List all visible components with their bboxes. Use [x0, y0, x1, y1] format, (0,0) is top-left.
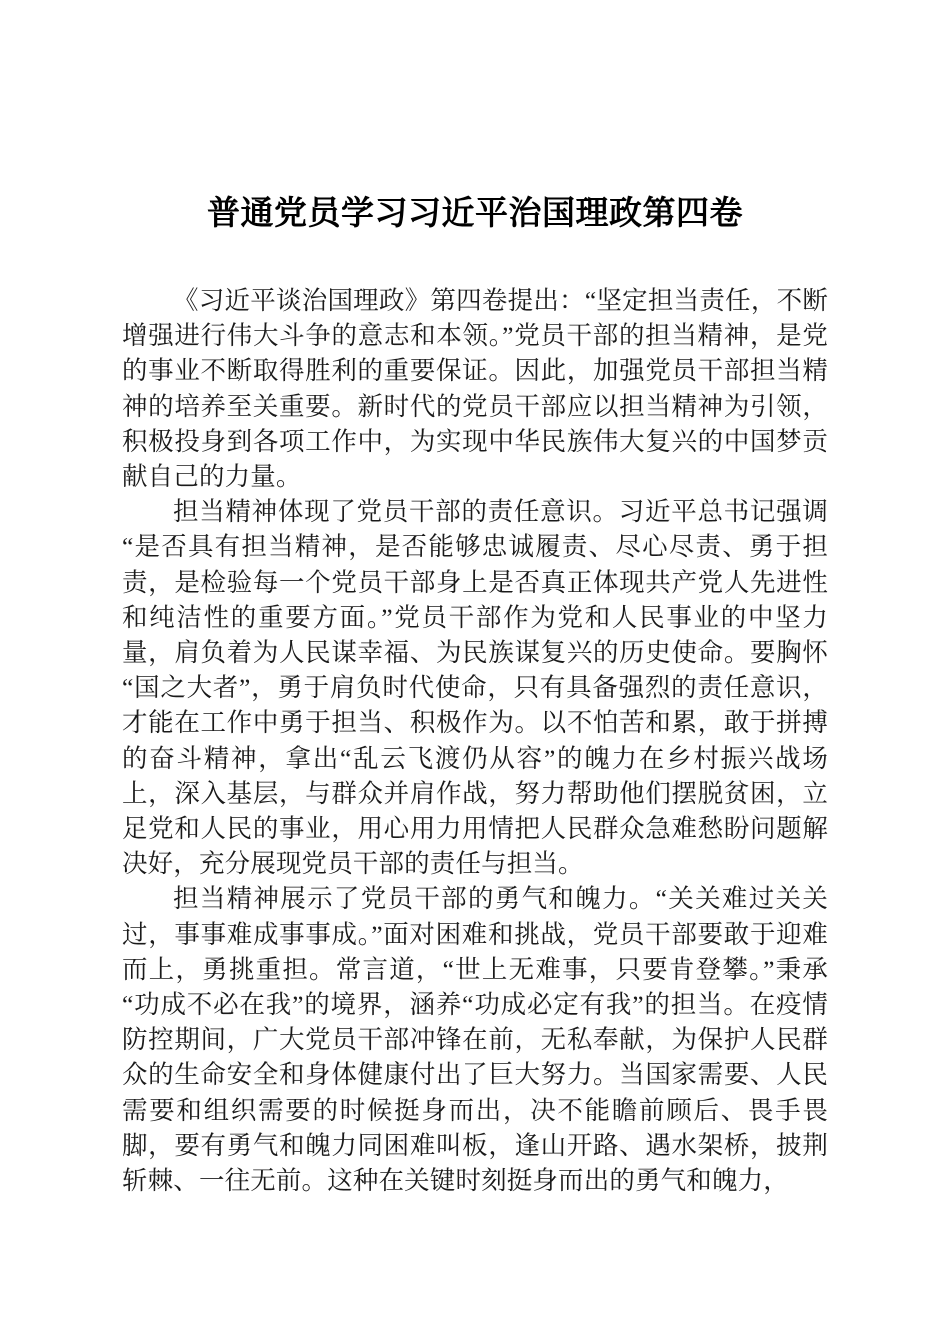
paragraph: 担当精神展示了党员干部的勇气和魄力。“关关难过关关过，事事难成事事成。”面对困难和挑战，党员干部要敢于迎难而上，勇挑重担。常言道，“世上无难事，只要肯登攀。”秉承“功成不必在我”的境界，涵养“功成必定有我”的担当。在疫情防控期间，广大党员干部冲锋在前，无私奉献，为保护人民群众的生命安全和身体健康付出了巨大努力。当国家需要、人民需要和组织需要的时候挺身而出，决不能瞻前顾后、畏手畏脚，要有勇气和魄力同困难叫板，逢山开路、遇水架桥，披荆斩棘、一往无前。这种在关键时刻挺身而出的勇气和魄力， [122, 884, 828, 1196]
document-content [122, 0, 828, 1198]
document-body [122, 236, 828, 1198]
paragraph: 担当精神体现了党员干部的责任意识。习近平总书记强调“是否具有担当精神，是否能够忠诚履责、尽心尽责、勇于担责，是检验每一个党员干部身上是否真正体现共产党人先进性和纯洁性的重要方面。”党员干部作为党和人民事业的中坚力量，肩负着为人民谋幸福、为民族谋复兴的历史使命。要胸怀“国之大者”，勇于肩负时代使命，只有具备强烈的责任意识，才能在工作中勇于担当、积极作为。以不怕苦和累，敢于拼搏的奋斗精神，拿出“乱云飞渡仍从容”的魄力在乡村振兴战场上，深入基层，与群众并肩作战，努力帮助他们摆脱贫困，立足党和人民的事业，用心用力用情把人民群众急难愁盼问题解决好，充分展现党员干部的责任与担当。 [122, 497, 828, 879]
document-title: 普通党员学习习近平治国理政第四卷 [207, 196, 743, 232]
paragraph: 《习近平谈治国理政》第四卷提出：“坚定担当责任，不断增强进行伟大斗争的意志和本领。”党员干部的担当精神，是党的事业不断取得胜利的重要保证。因此，加强党员干部担当精神的培养至关重要。新时代的党员干部应以担当精神为引领，积极投身到各项工作中，为实现中华民族伟大复兴的中国梦贡献自己的力量。 [122, 286, 828, 492]
